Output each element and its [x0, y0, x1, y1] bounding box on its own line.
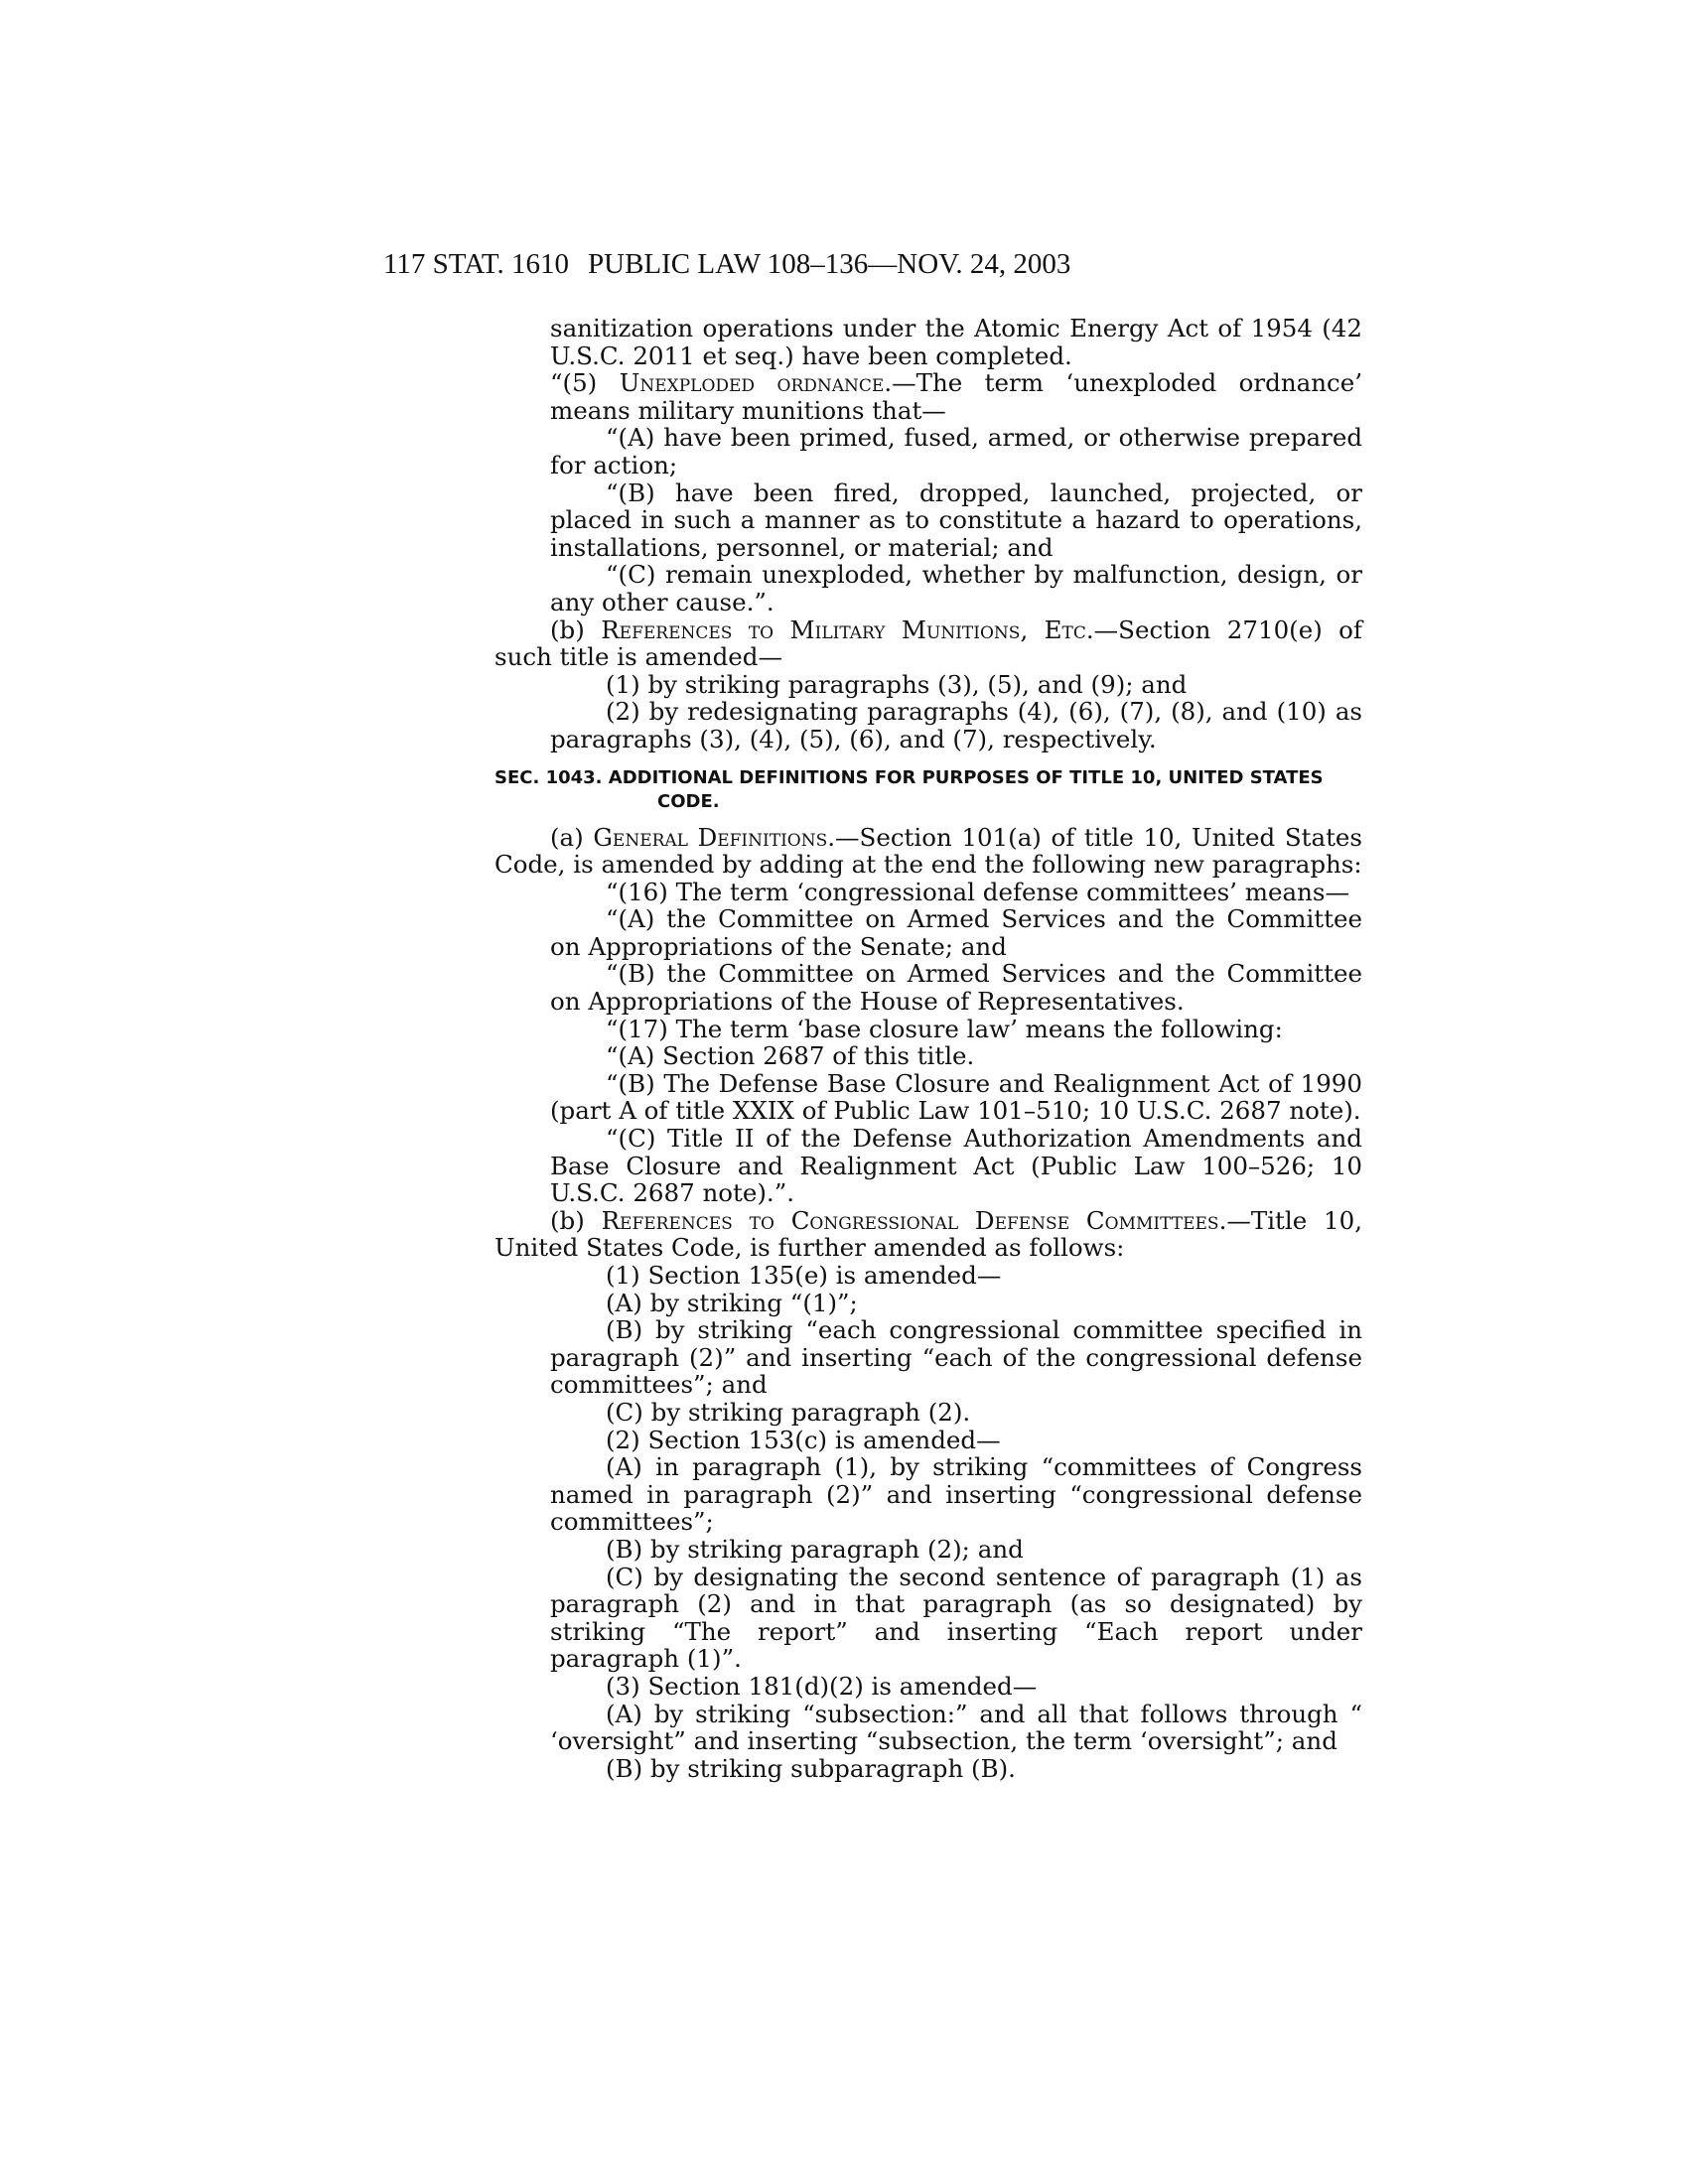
paragraph-17-a: “(A) Section 2687 of this title.	[606, 1041, 975, 1071]
paragraph-5-a: “(A) have been primed, fused, armed, or otherwise prepared for action;	[550, 423, 1362, 479]
subsection-b-committees-label: (b)	[550, 1205, 602, 1235]
paragraph-5-text: .—The term ‘unexploded ordnance’ means military munitions that—	[550, 368, 1362, 425]
subsection-b-committees-heading: References to Congressional Defense Committees	[601, 1205, 1219, 1235]
amendment-2-c: (C) by designating the second sentence of paragraph (1) as paragraph (2) and in that paragraph (as so designated) by striking “The report” and inserting “Each report under paragraph (1)”.	[550, 1562, 1362, 1674]
amendment-1-a: (A) by striking “(1)”;	[606, 1288, 858, 1317]
paragraph-17: “(17) The term ‘base closure law’ means the following:	[606, 1014, 1283, 1043]
amendment-3-b: (B) by striking subparagraph (B).	[606, 1753, 1016, 1783]
amendment-2-a: (A) in paragraph (1), by striking “committees of Congress named in paragraph (2)” and inserting “congressional defense committees”;	[550, 1452, 1362, 1537]
paragraph-5	[550, 369, 1362, 424]
document-body	[494, 315, 1362, 1782]
amendment-1-b: (B) by striking “each congressional committee specified in paragraph (2)” and inserting “each of the congressional defense committees”; and	[550, 1315, 1362, 1400]
subsection-b-heading: References to Military Munitions, Etc.	[601, 614, 1094, 644]
amendment-2: (2) Section 153(c) is amended—	[606, 1425, 1001, 1454]
paragraph-16-a: “(A) the Committee on Armed Services and the Committee on Appropriations of the Senate; and	[550, 904, 1362, 961]
subsection-b-item-1: (1) by striking paragraphs (3), (5), and (9); and	[606, 669, 1188, 699]
continued-text: sanitization operations under the Atomic Energy Act of 1954 (42 U.S.C. 2011 et seq.) have been completed.	[550, 314, 1362, 370]
subsection-b	[494, 616, 1362, 671]
public-law-citation: PUBLIC LAW 108–136—NOV. 24, 2003	[588, 248, 1071, 280]
subsection-a	[494, 824, 1362, 879]
paragraph-5-heading: Unexploded ordnance	[619, 368, 885, 398]
paragraph-17-b: “(B) The Defense Base Closure and Realignment Act of 1990 (part A of title XXIX of Public Law 101–510; 10 U.S.C. 2687 note).	[550, 1068, 1362, 1126]
page-header	[0, 248, 1688, 288]
paragraph-5-number: “(5)	[550, 368, 620, 398]
subsection-b-item-2: (2) by redesignating paragraphs (4), (6), (7), (8), and (10) as paragraphs (3), (4), (5), (6), and (7), respectively.	[550, 697, 1362, 753]
amendment-1: (1) Section 135(e) is amended—	[606, 1261, 1002, 1290]
subsection-a-heading: General Definitions	[593, 822, 828, 852]
section-heading: SEC. 1043. ADDITIONAL DEFINITIONS FOR PURPOSES OF TITLE 10, UNITED STATES CODE.	[494, 766, 1324, 812]
paragraph-16-b: “(B) the Committee on Armed Services and the Committee on Appropriations of the House of Representatives.	[550, 959, 1362, 1017]
subsection-b-committees	[494, 1207, 1362, 1262]
amendment-3-a: (A) by striking “subsection:” and all that follows through “ ‘oversight” and inserting “subsection, the term ‘oversight”; and	[550, 1699, 1362, 1756]
amendment-2-b: (B) by striking paragraph (2); and	[606, 1534, 1024, 1564]
statute-page-number: 117 STAT. 1610	[383, 248, 569, 280]
paragraph-17-c: “(C) Title II of the Defense Authorization Amendments and Base Closure and Realignment Act (Public Law 100–526; 10 U.S.C. 2687 note).”.	[550, 1124, 1362, 1208]
amendment-3: (3) Section 181(d)(2) is amended—	[606, 1671, 1038, 1701]
paragraph-5-b: “(B) have been fired, dropped, launched, projected, or placed in such a manner as to constitute a hazard to operations, installations, personnel, or material; and	[550, 478, 1362, 562]
paragraph-16: “(16) The term ‘congressional defense committees’ means—	[606, 877, 1349, 906]
subsection-b-committees-text: .—Title 10, United States Code, is further amended as follows:	[494, 1205, 1363, 1263]
subsection-a-text: .—Section 101(a) of title 10, United States Code, is amended by adding at the end the following new paragraphs:	[494, 822, 1363, 880]
amendment-1-c: (C) by striking paragraph (2).	[606, 1397, 971, 1427]
subsection-b-label: (b)	[550, 614, 602, 644]
subsection-b-text: —Section 2710(e) of such title is amended—	[494, 614, 1362, 672]
subsection-a-label: (a)	[550, 822, 594, 852]
paragraph-5-c: “(C) remain unexploded, whether by malfunction, design, or any other cause.”.	[550, 560, 1362, 616]
